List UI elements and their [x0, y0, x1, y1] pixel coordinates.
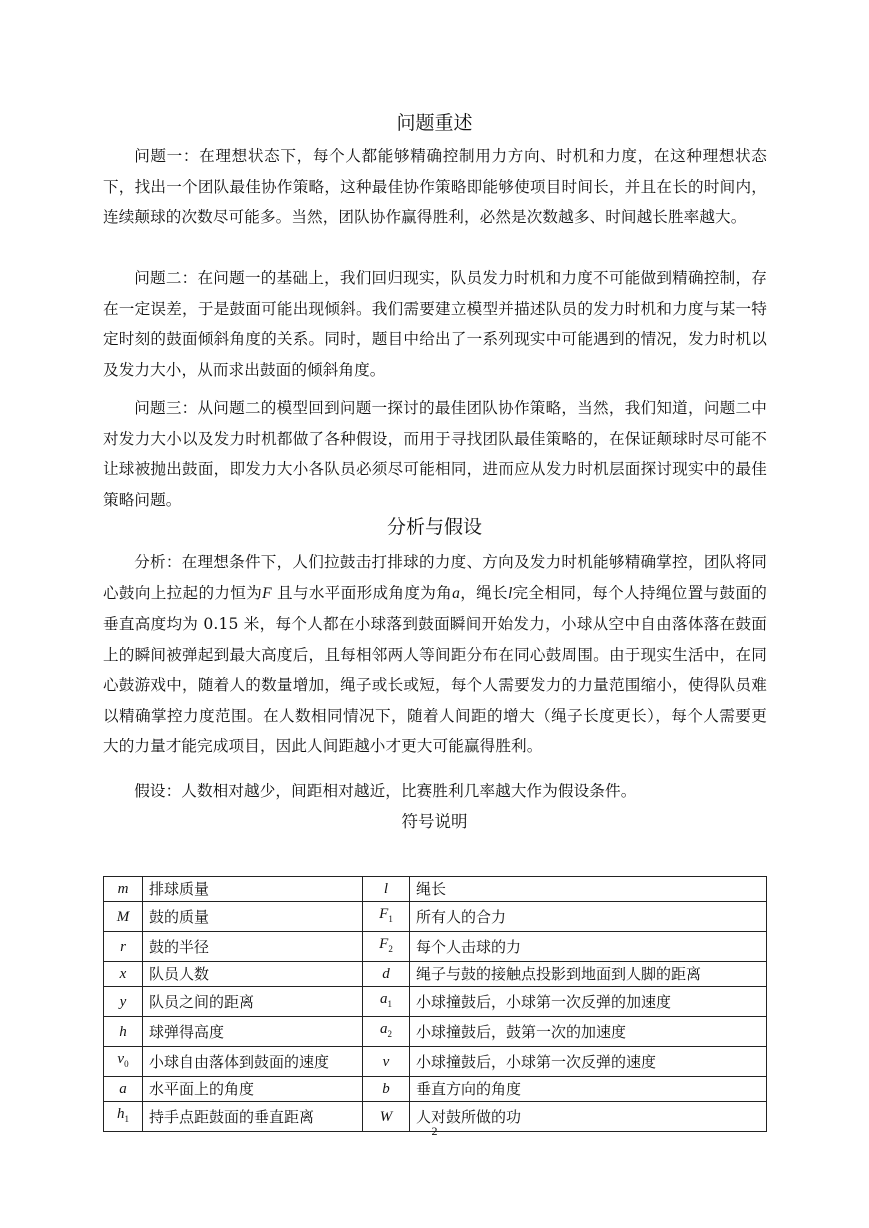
symbol-subscript: 1 [388, 914, 393, 924]
paragraph-question-1: 问题一：在理想状态下，每个人都能够精确控制用力方向、时机和力度，在这种理想状态下，找出一个团队最佳协作策略，这种最佳协作策略即能够使项目时间长，并且在长的时间内，连续颠球的次数尽可能多。当然，团队协作赢得胜利，必然是次数越多、时间越长胜率越大。 [103, 147, 767, 226]
symbol-subscript: 2 [387, 1029, 392, 1039]
symbol-cell [363, 1017, 410, 1047]
description-cell: 人对鼓所做的功 [410, 1102, 767, 1132]
description-cell: 队员人数 [143, 962, 363, 987]
symbol-cell [363, 987, 410, 1017]
symbol-letter: v [117, 1051, 125, 1067]
symbol-cell [104, 1077, 143, 1102]
variable-alpha: a [452, 584, 460, 602]
symbol-subscript: 1 [387, 999, 392, 1009]
symbol-cell [363, 1077, 410, 1102]
symbol-letter: F [379, 906, 389, 922]
symbol-letter: y [119, 993, 127, 1010]
section-title-analysis: 分析与假设 [386, 516, 482, 538]
symbol-letter: h [119, 1023, 127, 1040]
symbol-cell [104, 1017, 143, 1047]
analysis-text: 完全相同，每个人持绳位置与鼓面的垂直高度均为 0.15 米，每个人都在小球落到鼓面瞬间开始发力，小球从空中自由落体落在鼓面上的瞬间被弹起到最大高度后，且每相邻两人等间距分布在同心鼓周围。由于现实生活中，在同心鼓游戏中，随着人的数量增加，绳子或长或短，每个人需要发力的力量范围缩小，使得队员难以精确掌控力度范围。在人数相同情况下，随着人间距的增大（绳子长度更长），每个人需要更大的力量才能完成项目，因此人间距越小才更大可能赢得胜利。 [103, 583, 767, 755]
symbol-letter: l [383, 881, 389, 897]
symbol-letter: M [116, 908, 130, 925]
description-cell: 垂直方向的角度 [410, 1077, 767, 1102]
symbol-cell [363, 877, 410, 902]
analysis-text: ，绳长 [459, 583, 508, 602]
symbol-letter: a [380, 991, 388, 1007]
paragraph-assumption: 假设：人数相对越少，间距相对越近，比赛胜利几率越大作为假设条件。 [134, 782, 637, 800]
symbol-cell [104, 1047, 143, 1077]
symbol-letter: F [379, 936, 389, 952]
symbol-table [103, 876, 767, 1132]
description-cell: 所有人的合力 [410, 902, 767, 932]
symbol-cell [104, 962, 143, 987]
symbol-letter: a [380, 1021, 388, 1037]
symbol-subscript: 2 [388, 944, 393, 954]
variable-l: l [507, 584, 513, 602]
table-row [104, 902, 767, 932]
symbol-letter: b [382, 1081, 390, 1097]
table-row [104, 1047, 767, 1077]
symbol-cell [104, 902, 143, 932]
description-cell: 小球撞鼓后，鼓第一次的加速度 [410, 1017, 767, 1047]
table-row [104, 877, 767, 902]
symbol-cell [104, 877, 143, 902]
symbol-letter: v [382, 1053, 390, 1070]
description-cell: 球弹得高度 [143, 1017, 363, 1047]
symbol-cell [104, 932, 143, 962]
symbol-letter: a [119, 1081, 127, 1097]
symbol-subscript: 0 [124, 1059, 129, 1069]
symbol-cell [363, 962, 410, 987]
symbol-letter: x [119, 966, 127, 982]
description-cell: 小球撞鼓后，小球第一次反弹的加速度 [410, 987, 767, 1017]
paragraph-question-2: 问题二：在问题一的基础上，我们回归现实，队员发力时机和力度不可能做到精确控制，存在一定误差，于是鼓面可能出现倾斜。我们需要建立模型并描述队员的发力时机和力度与某一特定时刻的鼓面倾斜角度的关系。同时，题目中给出了一系列现实中可能遇到的情况，发力时机以及发力大小，从而求出鼓面的倾斜角度。 [103, 269, 767, 379]
description-cell: 水平面上的角度 [143, 1077, 363, 1102]
description-cell: 队员之间的距离 [143, 987, 363, 1017]
description-cell: 鼓的半径 [143, 932, 363, 962]
symbol-letter: d [382, 966, 390, 982]
symbol-cell [104, 987, 143, 1017]
description-cell: 绳子与鼓的接触点投影到地面到人脚的距离 [410, 962, 767, 987]
table-row [104, 1077, 767, 1102]
analysis-text: 且与水平面形成角度为角 [277, 583, 453, 602]
symbol-subscript: 1 [124, 1114, 129, 1124]
description-cell: 小球撞鼓后，小球第一次反弹的速度 [410, 1047, 767, 1077]
paragraph-analysis [103, 547, 767, 762]
description-cell: 绳长 [410, 877, 767, 902]
table-row [104, 1017, 767, 1047]
symbol-letter: r [120, 938, 126, 955]
table-row [104, 962, 767, 987]
symbol-cell [363, 932, 410, 962]
analysis-text: 分析：在理想条件下，人们拉鼓击打排球的力度、方向及发力时机能够精确掌控，团队将同心鼓向上拉起的力恒为 [103, 553, 767, 602]
section-title-symbols: 符号说明 [401, 812, 468, 831]
table-row [104, 932, 767, 962]
section-title-restatement: 问题重述 [396, 112, 473, 134]
symbol-letter: W [379, 1108, 393, 1125]
symbol-letter: m [117, 881, 129, 897]
description-cell: 持手点距鼓面的垂直距离 [143, 1102, 363, 1132]
paragraph-question-3: 问题三：从问题二的模型回到问题一探讨的最佳团队协作策略，当然，我们知道，问题二中对发力大小以及发力时机都做了各种假设，而用于寻找团队最佳策略的，在保证颠球时尽可能不让球被抛出鼓面，即发力大小各队员必须尽可能相同，进而应从发力时机层面探讨现实中的最佳策略问题。 [103, 399, 767, 509]
table-row [104, 987, 767, 1017]
description-cell: 鼓的质量 [143, 902, 363, 932]
symbol-letter: h [117, 1106, 125, 1122]
description-cell: 小球自由落体到鼓面的速度 [143, 1047, 363, 1077]
symbol-cell [363, 1047, 410, 1077]
page-number: 2 [431, 1124, 438, 1138]
description-cell: 每个人击球的力 [410, 932, 767, 962]
description-cell: 排球质量 [143, 877, 363, 902]
symbol-cell [363, 902, 410, 932]
variable-F: F [262, 584, 272, 602]
